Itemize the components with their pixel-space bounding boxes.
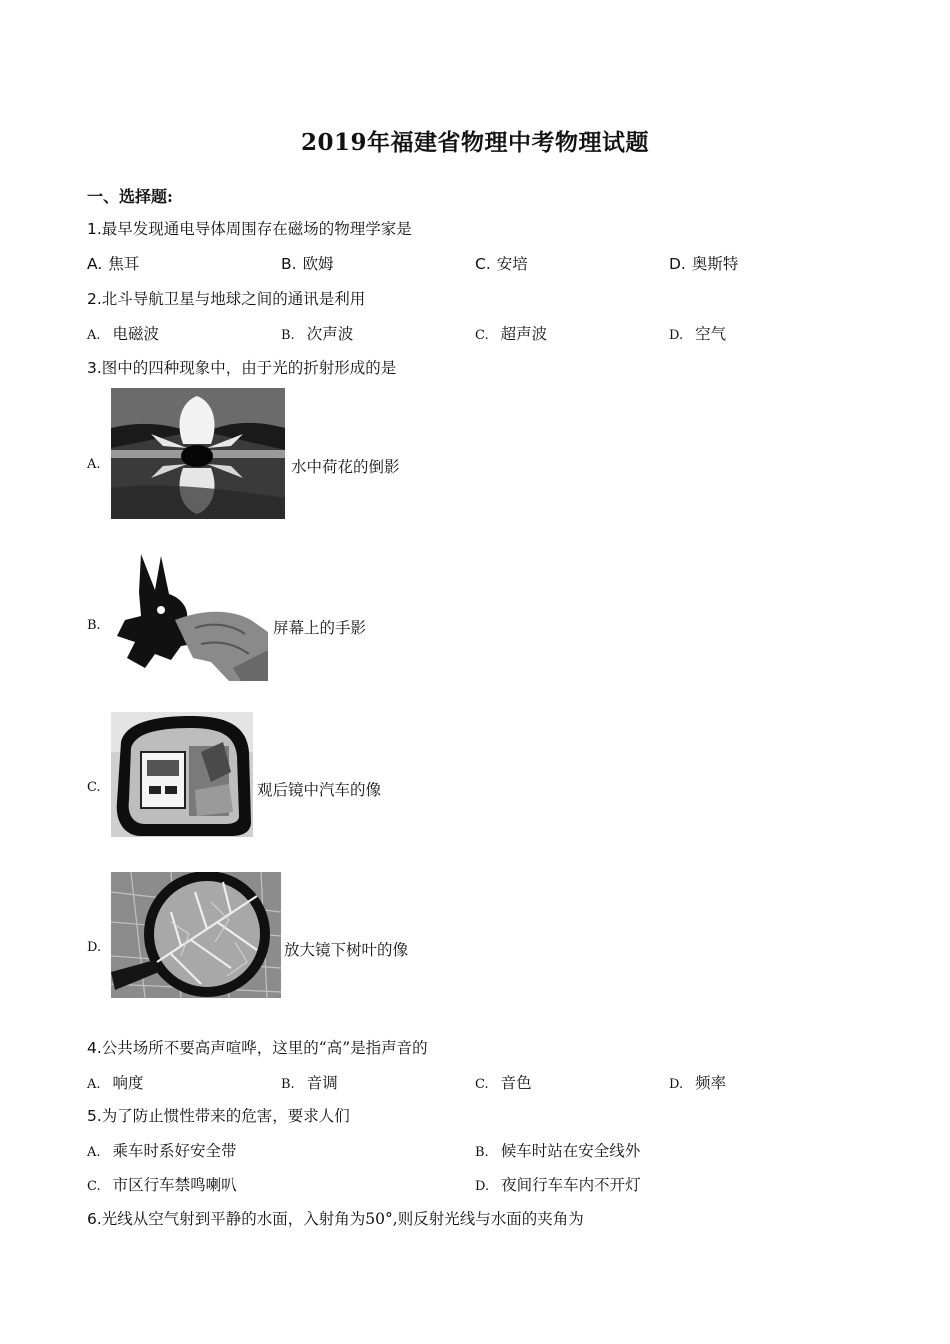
question-text: 最早发现通电导体周围存在磁场的物理学家是 xyxy=(101,220,412,238)
q5-option-a[interactable]: A. 乘车时系好安全带 xyxy=(87,1142,237,1160)
q3-option-a-caption: 水中荷花的倒影 xyxy=(291,458,400,476)
q2-option-c[interactable]: C. 超声波 xyxy=(475,325,548,343)
question-1 xyxy=(87,217,412,239)
magnifier-leaf-photo xyxy=(111,872,281,998)
question-number: 5. xyxy=(87,1107,102,1125)
page-title: 2019年福建省物理中考物理试题 xyxy=(300,129,649,156)
q1-option-a[interactable]: A. 焦耳 xyxy=(87,255,140,273)
question-text: 北斗导航卫星与地球之间的通讯是利用 xyxy=(101,290,366,308)
q3-option-c-caption: 观后镜中汽车的像 xyxy=(257,781,382,799)
question-number: 2. xyxy=(87,290,102,308)
question-number: 3. xyxy=(87,359,102,377)
question-5 xyxy=(87,1104,350,1126)
q2-option-d[interactable]: D. 空气 xyxy=(669,325,727,343)
question-text: 公共场所不要高声喧哗，这里的“高”是指声音的 xyxy=(101,1039,428,1057)
question-number: 4. xyxy=(87,1039,102,1057)
question-3 xyxy=(87,356,396,378)
question-text: 为了防止惯性带来的危害，要求人们 xyxy=(101,1107,350,1125)
q4-option-c[interactable]: C. 音色 xyxy=(475,1074,532,1092)
rearview-mirror-photo xyxy=(111,712,253,837)
q5-option-d[interactable]: D. 夜间行车车内不开灯 xyxy=(475,1176,641,1194)
q4-option-b[interactable]: B. 音调 xyxy=(281,1074,338,1092)
q4-option-d[interactable]: D. 频率 xyxy=(669,1074,727,1092)
question-2 xyxy=(87,287,365,309)
question-text: 光线从空气射到平静的水面，入射角为50°,则反射光线与水面的夹角为 xyxy=(101,1210,584,1228)
hand-shadow-photo xyxy=(111,550,268,681)
q4-option-a[interactable]: A. 响度 xyxy=(87,1074,144,1092)
q3-option-d-caption: 放大镜下树叶的像 xyxy=(284,941,409,959)
question-text: 图中的四种现象中，由于光的折射形成的是 xyxy=(101,359,397,377)
lotus-reflection-photo xyxy=(111,388,285,519)
q5-option-b[interactable]: B. 候车时站在安全线外 xyxy=(475,1142,641,1160)
question-4 xyxy=(87,1036,428,1058)
section-heading: 一、选择题: xyxy=(87,187,173,206)
question-6 xyxy=(87,1207,584,1229)
question-number: 1. xyxy=(87,220,102,238)
q1-option-b[interactable]: B. 欧姆 xyxy=(281,255,334,273)
q3-option-b-caption: 屏幕上的手影 xyxy=(273,619,367,637)
q1-option-d[interactable]: D. 奥斯特 xyxy=(669,255,739,273)
q1-option-c[interactable]: C. 安培 xyxy=(475,255,528,273)
question-number: 6. xyxy=(87,1210,102,1228)
q5-option-c[interactable]: C. 市区行车禁鸣喇叭 xyxy=(87,1176,237,1194)
q2-option-a[interactable]: A. 电磁波 xyxy=(87,325,160,343)
q2-option-b[interactable]: B. 次声波 xyxy=(281,325,354,343)
